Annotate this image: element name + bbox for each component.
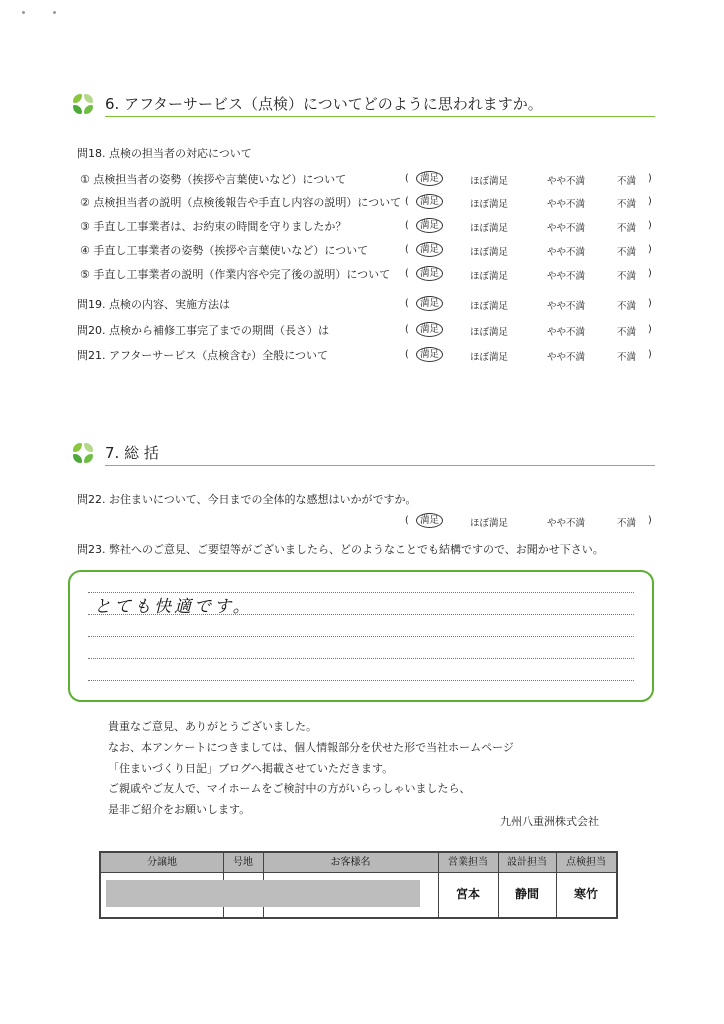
- option-paren-close: [648, 173, 652, 184]
- option-paren-open-label: (: [405, 268, 409, 279]
- dotted-line: [88, 680, 634, 681]
- option-satisfied-circled-label: 満足: [416, 322, 443, 337]
- option-mostly-satisfied-label: ほぼ満足: [470, 518, 509, 529]
- option-paren-close-label: ): [648, 515, 652, 526]
- option-unsatisfied-label: 不満: [617, 247, 637, 258]
- option-somewhat-unsatisfied-label: やや不満: [547, 327, 586, 338]
- header-customer-name: お客様名: [330, 857, 371, 868]
- option-mostly-satisfied-label: ほぼ満足: [470, 327, 509, 338]
- clover-icon: [73, 94, 95, 116]
- option-satisfied-circled: [416, 347, 443, 362]
- option-unsatisfied: [617, 298, 636, 312]
- option-unsatisfied-label: 不満: [617, 199, 637, 210]
- option-mostly-satisfied-label: ほぼ満足: [470, 271, 509, 282]
- option-somewhat-unsatisfied-label: やや不満: [547, 301, 586, 312]
- option-mostly-satisfied: [470, 196, 508, 210]
- option-paren-open: [405, 298, 409, 309]
- option-unsatisfied: [617, 324, 636, 338]
- option-somewhat-unsatisfied: [547, 244, 585, 258]
- option-mostly-satisfied-label: ほぼ満足: [470, 199, 509, 210]
- option-paren-open: [405, 268, 409, 279]
- option-mostly-satisfied: [470, 268, 508, 282]
- option-satisfied-circled-label: 満足: [416, 266, 443, 281]
- option-paren-open: [405, 515, 409, 526]
- option-paren-open: [405, 196, 409, 207]
- header-sales-staff: 営業担当: [448, 857, 488, 868]
- closing-line: 「住まいづくり日記」ブログへ掲載させていただきます。: [108, 762, 394, 775]
- question-19-label: 問19. 点検の内容、実施方法は: [77, 298, 230, 311]
- option-unsatisfied: [617, 268, 636, 282]
- option-somewhat-unsatisfied-label: やや不満: [547, 271, 586, 282]
- option-mostly-satisfied: [470, 515, 508, 529]
- section-7-rule: [105, 465, 655, 466]
- question-20-label: 問20. 点検から補修工事完了までの期間（長さ）は: [77, 324, 329, 337]
- comment-box: [68, 570, 654, 702]
- option-paren-close: [648, 349, 652, 360]
- option-mostly-satisfied-label: ほぼ満足: [470, 223, 509, 234]
- option-unsatisfied: [617, 244, 636, 258]
- header-design-staff: 設計担当: [507, 857, 547, 868]
- option-paren-close-label: ): [648, 349, 652, 360]
- header-subdivision: 分譲地: [147, 857, 177, 868]
- option-unsatisfied: [617, 173, 636, 187]
- option-mostly-satisfied-label: ほぼ満足: [470, 352, 509, 363]
- section-6-rule: [105, 116, 655, 117]
- option-satisfied-circled-label: 満足: [416, 242, 443, 257]
- option-paren-close-label: ): [648, 220, 652, 231]
- option-satisfied-circled-label: 満足: [416, 296, 443, 311]
- option-satisfied-circled: [416, 171, 443, 186]
- option-unsatisfied-label: 不満: [617, 176, 637, 187]
- option-paren-close: [648, 324, 652, 335]
- question-18-item: ④ 手直し工事業者の姿勢（挨拶や言葉使いなど）について: [80, 244, 369, 257]
- option-unsatisfied-label: 不満: [617, 223, 637, 234]
- option-satisfied-circled: [416, 322, 443, 337]
- question-18-label: 問18. 点検の担当者の対応について: [77, 147, 252, 160]
- option-somewhat-unsatisfied: [547, 196, 585, 210]
- section-6-header: [73, 94, 655, 116]
- option-paren-open-label: (: [405, 173, 409, 184]
- closing-line: なお、本アンケートにつきましては、個人情報部分を伏せた形で当社ホームページ: [108, 741, 514, 754]
- closing-line: 是非ご紹介をお願いします。: [108, 803, 251, 816]
- inspection-staff-name: 寒竹: [573, 887, 598, 901]
- option-satisfied-circled-label: 満足: [416, 218, 443, 233]
- option-unsatisfied: [617, 515, 636, 529]
- staff-table: [99, 851, 618, 919]
- redacted-customer-info: [106, 880, 420, 907]
- option-mostly-satisfied-label: ほぼ満足: [470, 301, 509, 312]
- option-somewhat-unsatisfied-label: やや不満: [547, 352, 586, 363]
- option-satisfied-circled-label: 満足: [416, 513, 443, 528]
- option-mostly-satisfied: [470, 349, 508, 363]
- option-satisfied-circled: [416, 513, 443, 528]
- question-18-item: ② 点検担当者の説明（点検後報告や手直し内容の説明）について: [80, 196, 402, 209]
- option-paren-open-label: (: [405, 244, 409, 255]
- option-mostly-satisfied: [470, 220, 508, 234]
- scan-speck: [53, 11, 56, 14]
- closing-line: 貴重なご意見、ありがとうございました。: [108, 720, 317, 733]
- option-paren-close: [648, 244, 652, 255]
- option-unsatisfied: [617, 220, 636, 234]
- dotted-line: [88, 614, 634, 615]
- option-unsatisfied-label: 不満: [617, 327, 637, 338]
- option-mostly-satisfied-label: ほぼ満足: [470, 176, 509, 187]
- option-paren-open-label: (: [405, 196, 409, 207]
- header-inspection-staff: 点検担当: [566, 857, 606, 868]
- option-mostly-satisfied: [470, 244, 508, 258]
- design-staff-name: 静間: [514, 887, 539, 901]
- option-somewhat-unsatisfied: [547, 298, 585, 312]
- question-18-item: ⑤ 手直し工事業者の説明（作業内容や完了後の説明）について: [80, 268, 391, 281]
- option-somewhat-unsatisfied: [547, 220, 585, 234]
- option-paren-close: [648, 220, 652, 231]
- option-paren-close: [648, 515, 652, 526]
- option-mostly-satisfied: [470, 173, 508, 187]
- question-18-item: ① 点検担当者の姿勢（挨拶や言葉使いなど）について: [80, 173, 347, 186]
- clover-icon: [73, 443, 95, 465]
- option-paren-open-label: (: [405, 349, 409, 360]
- option-satisfied-circled: [416, 242, 443, 257]
- option-somewhat-unsatisfied-label: やや不満: [547, 247, 586, 258]
- option-somewhat-unsatisfied: [547, 173, 585, 187]
- option-unsatisfied-label: 不満: [617, 301, 637, 312]
- option-paren-close-label: ): [648, 298, 652, 309]
- option-paren-open-label: (: [405, 220, 409, 231]
- option-somewhat-unsatisfied-label: やや不満: [547, 518, 586, 529]
- option-paren-close-label: ): [648, 324, 652, 335]
- option-satisfied-circled-label: 満足: [416, 347, 443, 362]
- option-somewhat-unsatisfied-label: やや不満: [547, 199, 586, 210]
- option-satisfied-circled: [416, 296, 443, 311]
- option-paren-open: [405, 220, 409, 231]
- option-unsatisfied-label: 不満: [617, 352, 637, 363]
- option-mostly-satisfied: [470, 324, 508, 338]
- option-mostly-satisfied: [470, 298, 508, 312]
- section-7-header: [73, 443, 655, 465]
- option-satisfied-circled: [416, 266, 443, 281]
- option-paren-open: [405, 324, 409, 335]
- question-23-label: 問23. 弊社へのご意見、ご要望等がございましたら、どのようなことでも結構ですので、お聞かせ下さい。: [77, 543, 604, 556]
- option-paren-open: [405, 173, 409, 184]
- option-paren-close-label: ): [648, 173, 652, 184]
- closing-line: ご親戚やご友人で、マイホームをご検討中の方がいらっしゃいましたら、: [108, 782, 471, 795]
- option-paren-open-label: (: [405, 298, 409, 309]
- question-21-label: 問21. アフターサービス（点検含む）全般について: [77, 349, 328, 362]
- option-satisfied-circled: [416, 218, 443, 233]
- option-somewhat-unsatisfied-label: やや不満: [547, 176, 586, 187]
- handwritten-comment: とても快適です。: [94, 597, 253, 617]
- option-satisfied-circled-label: 満足: [416, 171, 443, 186]
- option-satisfied-circled-label: 満足: [416, 194, 443, 209]
- option-paren-open-label: (: [405, 515, 409, 526]
- option-unsatisfied-label: 不満: [617, 518, 637, 529]
- question-18-item: ③ 手直し工事業者は、お約束の時間を守りましたか？: [80, 220, 347, 233]
- option-paren-close-label: ): [648, 268, 652, 279]
- company-name: 九州八重洲株式会社: [500, 815, 599, 828]
- scan-speck: [22, 11, 25, 14]
- option-paren-close: [648, 196, 652, 207]
- option-mostly-satisfied-label: ほぼ満足: [470, 247, 509, 258]
- sales-staff-name: 宮本: [455, 887, 480, 901]
- option-somewhat-unsatisfied: [547, 515, 585, 529]
- option-paren-close: [648, 268, 652, 279]
- option-paren-open: [405, 244, 409, 255]
- section-6-title: 6. アフターサービス（点検）についてどのように思われますか。: [105, 95, 543, 113]
- option-somewhat-unsatisfied: [547, 349, 585, 363]
- option-paren-open: [405, 349, 409, 360]
- option-unsatisfied: [617, 196, 636, 210]
- dotted-line: [88, 636, 634, 637]
- header-lot-number: 号地: [233, 857, 253, 868]
- option-paren-close: [648, 298, 652, 309]
- option-paren-close-label: ): [648, 244, 652, 255]
- option-paren-close-label: ): [648, 196, 652, 207]
- option-unsatisfied-label: 不満: [617, 271, 637, 282]
- dotted-line: [88, 658, 634, 659]
- section-7-title: 7. 総 括: [105, 444, 159, 462]
- question-22-label: 問22. お住まいについて、今日までの全体的な感想はいかがですか。: [77, 493, 417, 506]
- option-somewhat-unsatisfied: [547, 324, 585, 338]
- option-somewhat-unsatisfied: [547, 268, 585, 282]
- option-somewhat-unsatisfied-label: やや不満: [547, 223, 586, 234]
- option-paren-open-label: (: [405, 324, 409, 335]
- option-satisfied-circled: [416, 194, 443, 209]
- option-unsatisfied: [617, 349, 636, 363]
